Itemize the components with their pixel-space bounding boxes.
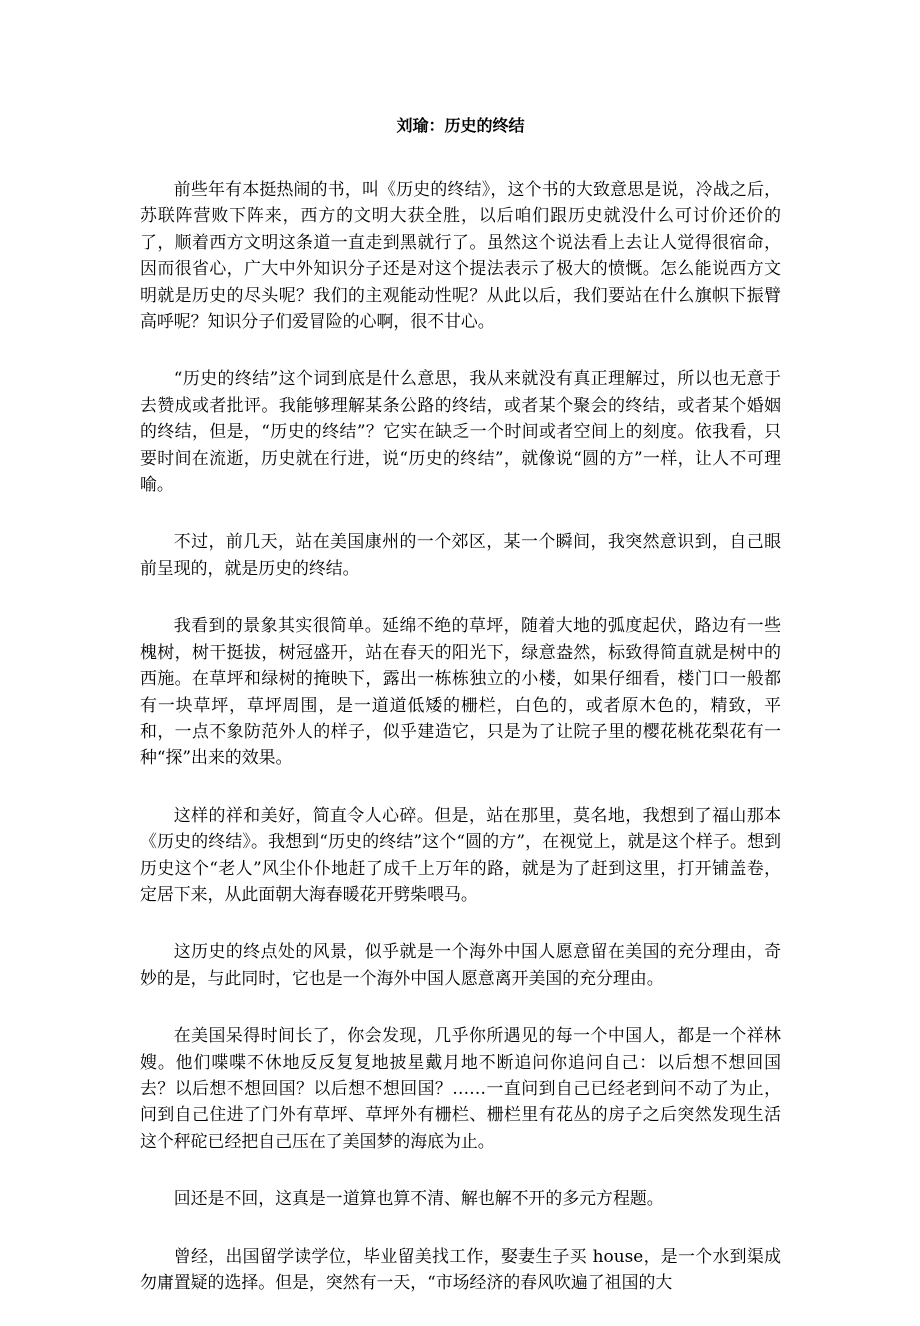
paragraph-7: 在美国呆得时间长了，你会发现，几乎你所遇见的每一个中国人，都是一个祥林嫂。他们喋喋不休地反反复复地披星戴月地不断追问你追问自己：以后想不想回国去？以后想不想回国？以后想不想回国？……一直问到自己已经老到问不动了为止，问到自己住进了门外有草坪、草坪外有栅栏、栅栏里有花丛的房子之后突然发现生活这个秤砣已经把自己压在了美国梦的海底为止。	[140, 1025, 781, 1151]
page-title: 刘瑜：历史的终结	[396, 116, 525, 135]
paragraph-6: 这历史的终点处的风景，似乎就是一个海外中国人愿意留在美国的充分理由，奇妙的是，与此同时，它也是一个海外中国人愿意离开美国的充分理由。	[140, 941, 781, 988]
paragraph-5: 这样的祥和美好，简直令人心碎。但是，站在那里，莫名地，我想到了福山那本《历史的终结》。我想到“历史的终结”这个“圆的方”，在视觉上，就是这个样子。想到历史这个“老人”风尘仆仆地赶了成千上万年的路，就是为了赶到这里，打开铺盖卷，定居下来，从此面朝大海春暖花开劈柴喂马。	[140, 804, 781, 904]
paragraph-4: 我看到的景象其实很简单。延绵不绝的草坪，随着大地的弧度起伏，路边有一些槐树，树干挺拔，树冠盛开，站在春天的阳光下，绿意盎然，标致得简直就是树中的西施。在草坪和绿树的掩映下，露出一栋栋独立的小楼，如果仔细看，楼门口一般都有一块草坪，草坪周围，是一道道低矮的栅栏，白色的，或者原木色的，精致，平和，一点不象防范外人的样子，似乎建造它，只是为了让院子里的樱花桃花梨花有一种“探”出来的效果。	[140, 615, 781, 768]
paragraph-8: 回还是不回，这真是一道算也算不清、解也解不开的多元方程题。	[173, 1188, 664, 1209]
paragraph-1: 前些年有本挺热闹的书，叫《历史的终结》，这个书的大致意思是说，冷战之后，苏联阵营败下阵来，西方的文明大获全胜，以后咱们跟历史就没什么可讨价还价的了，顺着西方文明这条道一直走到黑就行了。虽然这个说法看上去让人觉得很宿命，因而很省心，广大中外知识分子还是对这个提法表示了极大的愤慨。怎么能说西方文明就是历史的尽头呢？我们的主观能动性呢？从此以后，我们要站在什么旗帜下振臂高呼呢？知识分子们爱冒险的心啊，很不甘心。	[140, 179, 781, 332]
article-body	[140, 176, 781, 1326]
paragraph-3: 不过，前几天，站在美国康州的一个郊区，某一个瞬间，我突然意识到，自己眼前呈现的，就是历史的终结。	[140, 531, 781, 578]
paragraph-9: 曾经，出国留学读学位，毕业留美找工作，娶妻生子买 house，是一个水到渠成勿庸置疑的选择。但是，突然有一天，“市场经济的春风吹遍了祖国的大	[140, 1245, 781, 1292]
paragraph-2: “历史的终结”这个词到底是什么意思，我从来就没有真正理解过，所以也无意于去赞成或者批评。我能够理解某条公路的终结，或者某个聚会的终结，或者某个婚姻的终结，但是，“历史的终结”？它实在缺乏一个时间或者空间上的刻度。依我看，只要时间在流逝，历史就在行进，说“历史的终结”，就像说“圆的方”一样，让人不可理喻。	[140, 368, 781, 495]
